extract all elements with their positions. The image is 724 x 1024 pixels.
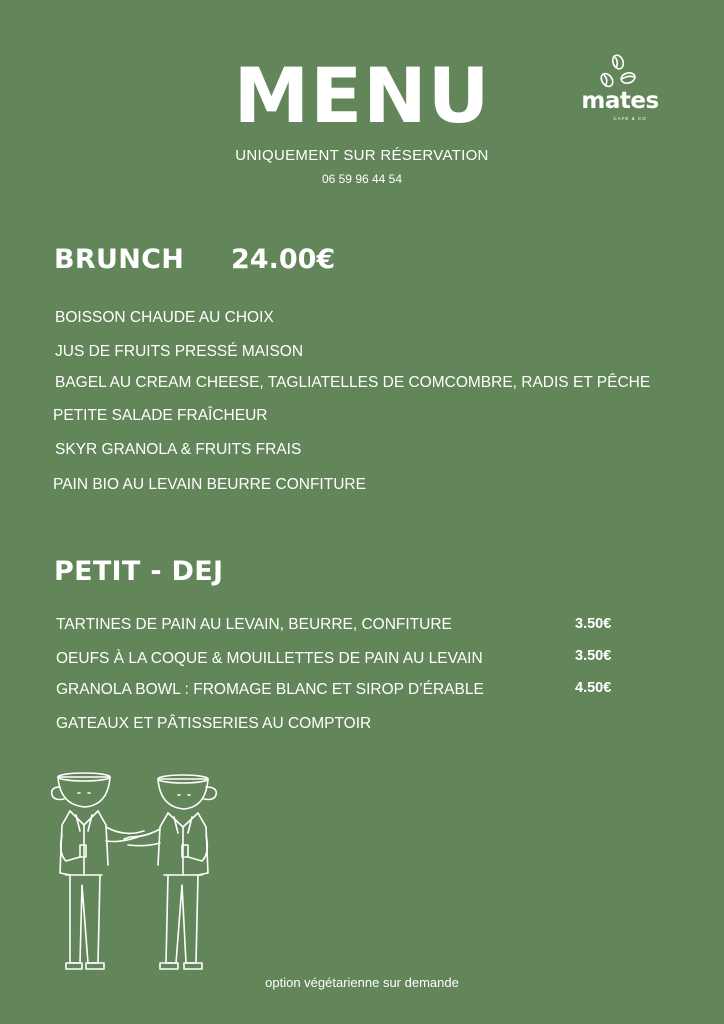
brunch-item: PETITE SALADE FRAÎCHEUR xyxy=(53,407,268,424)
petit-dej-item: OEUFS À LA COQUE & MOUILLETTES DE PAIN AU LEVAIN xyxy=(56,650,483,667)
petit-dej-price: 3.50€ xyxy=(575,616,612,632)
petit-dej-title: PETIT - DEJ xyxy=(54,556,224,587)
petit-dej-item: GATEAUX ET PÂTISSERIES AU COMPTOIR xyxy=(56,715,372,732)
petit-dej-item: GRANOLA BOWL : FROMAGE BLANC ET SIROP D’ÉRABLE xyxy=(56,681,484,698)
brunch-item: JUS DE FRUITS PRESSÉ MAISON xyxy=(55,343,304,360)
brunch-item: BOISSON CHAUDE AU CHOIX xyxy=(55,309,274,326)
petit-dej-item: TARTINES DE PAIN AU LEVAIN, BEURRE, CONFITURE xyxy=(56,616,452,633)
brunch-item: PAIN BIO AU LEVAIN BEURRE CONFITURE xyxy=(53,476,366,493)
logo-tagline: CAFÉ & CO xyxy=(613,116,647,121)
petit-dej-price: 4.50€ xyxy=(575,680,612,696)
brunch-item: SKYR GRANOLA & FRUITS FRAIS xyxy=(55,441,302,458)
cup-headed-men-illustration xyxy=(40,765,240,980)
reservation-note: UNIQUEMENT SUR RÉSERVATION xyxy=(235,147,489,164)
brunch-title: BRUNCH xyxy=(54,244,185,275)
vegetarian-note: option végétarienne sur demande xyxy=(265,975,459,990)
brand-logo xyxy=(578,52,662,124)
phone-number: 06 59 96 44 54 xyxy=(321,172,403,186)
coffee-beans-icon xyxy=(578,52,662,92)
brunch-item: BAGEL AU CREAM CHEESE, TAGLIATELLES DE COMCOMBRE, RADIS ET PÊCHE xyxy=(55,374,651,391)
petit-dej-price: 3.50€ xyxy=(575,648,612,664)
menu-title: MENU xyxy=(233,51,491,140)
brunch-price: 24.00€ xyxy=(231,244,336,275)
logo-name: mates xyxy=(581,88,659,114)
